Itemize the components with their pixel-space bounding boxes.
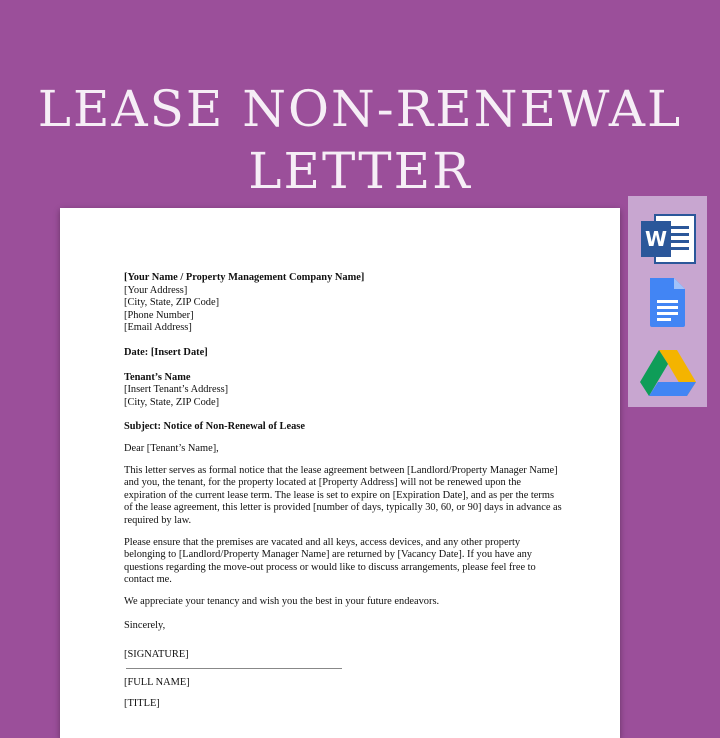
letter-paragraph-2: Please ensure that the premises are vacated and all keys, access devices, and any other property belonging to [Landlord/Property Manager Name] are returned by [Vacancy Date]. If you have any questions regarding the move-out process or would like to discuss arrangements, please feel free to contact me. [124,536,536,586]
page-title-line-1: LEASE NON-RENEWAL [37,80,683,138]
svg-text:W: W [644,227,668,251]
letter-closing: Sincerely, [124,620,166,632]
letter-paragraph-1: This letter serves as formal notice that the lease agreement between [Landlord/Property Manager Name] and you, the tenant, for the property located at [Property Address] will not be renewed upon the expiration of the current lease term. The lease is set to expire on [Expiration Date], and as per the terms of the lease agreement, this letter is provided [number of days, typically 30, 60, or 90] days in advance as required by law. [124,464,562,526]
format-icon-panel [628,196,707,407]
letter-body [124,272,564,711]
page-title-line-2: LETTER [248,142,472,200]
sender-address: [Your Address] [124,284,188,296]
letter-paragraph-3: We appreciate your tenancy and wish you the best in your future endeavors. [124,595,440,607]
tenant-address: [Insert Tenant’s Address] [124,384,229,396]
title-placeholder: [TITLE] [124,698,160,710]
signature-placeholder: [SIGNATURE] [124,649,189,661]
sender-email: [Email Address] [124,322,192,334]
letter-page [60,208,620,738]
letter-date: Date: [Insert Date] [124,346,208,358]
google-drive-icon[interactable] [638,348,698,396]
sender-city: [City, State, ZIP Code] [124,297,220,309]
microsoft-word-icon[interactable] [639,212,697,266]
google-docs-icon[interactable] [647,276,687,328]
sender-name: [Your Name / Property Management Company Name] [124,272,365,283]
tenant-name: Tenant’s Name [124,371,191,383]
sender-phone: [Phone Number] [124,309,194,321]
letter-salutation: Dear [Tenant’s Name], [124,442,219,454]
letter-subject: Subject: Notice of Non-Renewal of Lease [124,421,305,433]
full-name-placeholder: [FULL NAME] [124,676,190,688]
signature-line [126,668,342,669]
tenant-city: [City, State, ZIP Code] [124,396,220,408]
